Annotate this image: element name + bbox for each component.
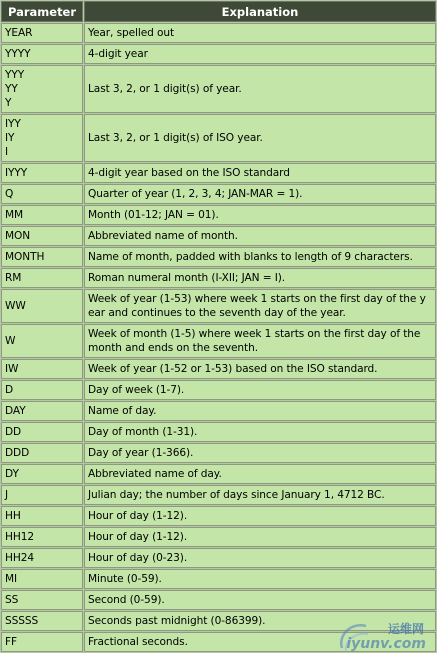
explanation-cell: Roman numeral month (I-XII; JAN = I).: [84, 268, 436, 288]
explanation-cell: 4-digit year: [84, 44, 436, 64]
table-row: [1, 443, 436, 463]
parameter-cell: DAY: [1, 401, 83, 421]
parameter-cell: WW: [1, 289, 83, 323]
watermark: [336, 618, 432, 658]
explanation-cell: Hour of day (0-23).: [84, 548, 436, 568]
watermark-en-text: iyunv.com: [346, 636, 426, 652]
parameter-cell: MON: [1, 226, 83, 246]
table-row: [1, 380, 436, 400]
table-header-row: [1, 1, 436, 22]
parameter-cell: MI: [1, 569, 83, 589]
explanation-cell: Seconds past midnight (0-86399).: [84, 611, 436, 631]
parameter-cell: YYY YY Y: [1, 65, 83, 113]
explanation-cell: Second (0-59).: [84, 590, 436, 610]
explanation-cell: Julian day; the number of days since January 1, 4712 BC.: [84, 485, 436, 505]
explanation-cell: Last 3, 2, or 1 digit(s) of year.: [84, 65, 436, 113]
table-row: [1, 324, 436, 358]
parameter-cell: DD: [1, 422, 83, 442]
parameter-cell: FF: [1, 632, 83, 652]
explanation-cell: Abbreviated name of month.: [84, 226, 436, 246]
table-row: [1, 590, 436, 610]
explanation-cell: Week of year (1-52 or 1-53) based on the ISO standard.: [84, 359, 436, 379]
explanation-cell: Year, spelled out: [84, 23, 436, 43]
table-row: [1, 506, 436, 526]
explanation-cell: Week of month (1-5) where week 1 starts on the first day of the month and ends on the seventh.: [84, 324, 436, 358]
table-row: [1, 247, 436, 267]
table-row: [1, 289, 436, 323]
parameter-cell: HH: [1, 506, 83, 526]
table-row: [1, 401, 436, 421]
column-header-parameter: Parameter: [1, 1, 83, 22]
parameter-cell: W: [1, 324, 83, 358]
explanation-cell: Day of week (1-7).: [84, 380, 436, 400]
parameter-cell: RM: [1, 268, 83, 288]
column-header-explanation: Explanation: [84, 1, 436, 22]
explanation-cell: Hour of day (1-12).: [84, 506, 436, 526]
table-row: [1, 527, 436, 547]
parameter-cell: YEAR: [1, 23, 83, 43]
table-row: [1, 268, 436, 288]
explanation-cell: 4-digit year based on the ISO standard: [84, 163, 436, 183]
explanation-cell: Month (01-12; JAN = 01).: [84, 205, 436, 225]
table-row: [1, 569, 436, 589]
explanation-cell: Fractional seconds.: [84, 632, 436, 652]
parameter-cell: MONTH: [1, 247, 83, 267]
parameter-cell: MM: [1, 205, 83, 225]
parameter-cell: HH24: [1, 548, 83, 568]
explanation-cell: Last 3, 2, or 1 digit(s) of ISO year.: [84, 114, 436, 162]
table-row: [1, 184, 436, 204]
parameter-cell: SS: [1, 590, 83, 610]
table-row: [1, 23, 436, 43]
parameter-cell: IW: [1, 359, 83, 379]
table-row: [1, 114, 436, 162]
table-row: [1, 464, 436, 484]
table-row: [1, 485, 436, 505]
parameter-cell: IYYY: [1, 163, 83, 183]
parameter-cell: HH12: [1, 527, 83, 547]
parameter-cell: YYYY: [1, 44, 83, 64]
explanation-cell: Abbreviated name of day.: [84, 464, 436, 484]
parameter-cell: IYY IY I: [1, 114, 83, 162]
explanation-cell: Day of year (1-366).: [84, 443, 436, 463]
parameter-cell: DDD: [1, 443, 83, 463]
watermark-cn-text: 运维网: [387, 622, 424, 636]
table-row: [1, 359, 436, 379]
table-row: [1, 44, 436, 64]
parameter-cell: J: [1, 485, 83, 505]
explanation-cell: Name of month, padded with blanks to length of 9 characters.: [84, 247, 436, 267]
explanation-cell: Hour of day (1-12).: [84, 527, 436, 547]
explanation-cell: Week of year (1-53) where week 1 starts on the first day of the y ear and continues to the seventh day of the year.: [84, 289, 436, 323]
table-row: [1, 163, 436, 183]
parameter-cell: D: [1, 380, 83, 400]
table-row: [1, 205, 436, 225]
parameter-cell: SSSSS: [1, 611, 83, 631]
table-row: [1, 422, 436, 442]
table-row: [1, 548, 436, 568]
table-row: [1, 65, 436, 113]
table-body: [1, 23, 436, 652]
explanation-cell: Quarter of year (1, 2, 3, 4; JAN-MAR = 1).: [84, 184, 436, 204]
explanation-cell: Name of day.: [84, 401, 436, 421]
explanation-cell: Day of month (1-31).: [84, 422, 436, 442]
table-row: [1, 226, 436, 246]
parameter-cell: Q: [1, 184, 83, 204]
parameter-cell: DY: [1, 464, 83, 484]
explanation-cell: Minute (0-59).: [84, 569, 436, 589]
